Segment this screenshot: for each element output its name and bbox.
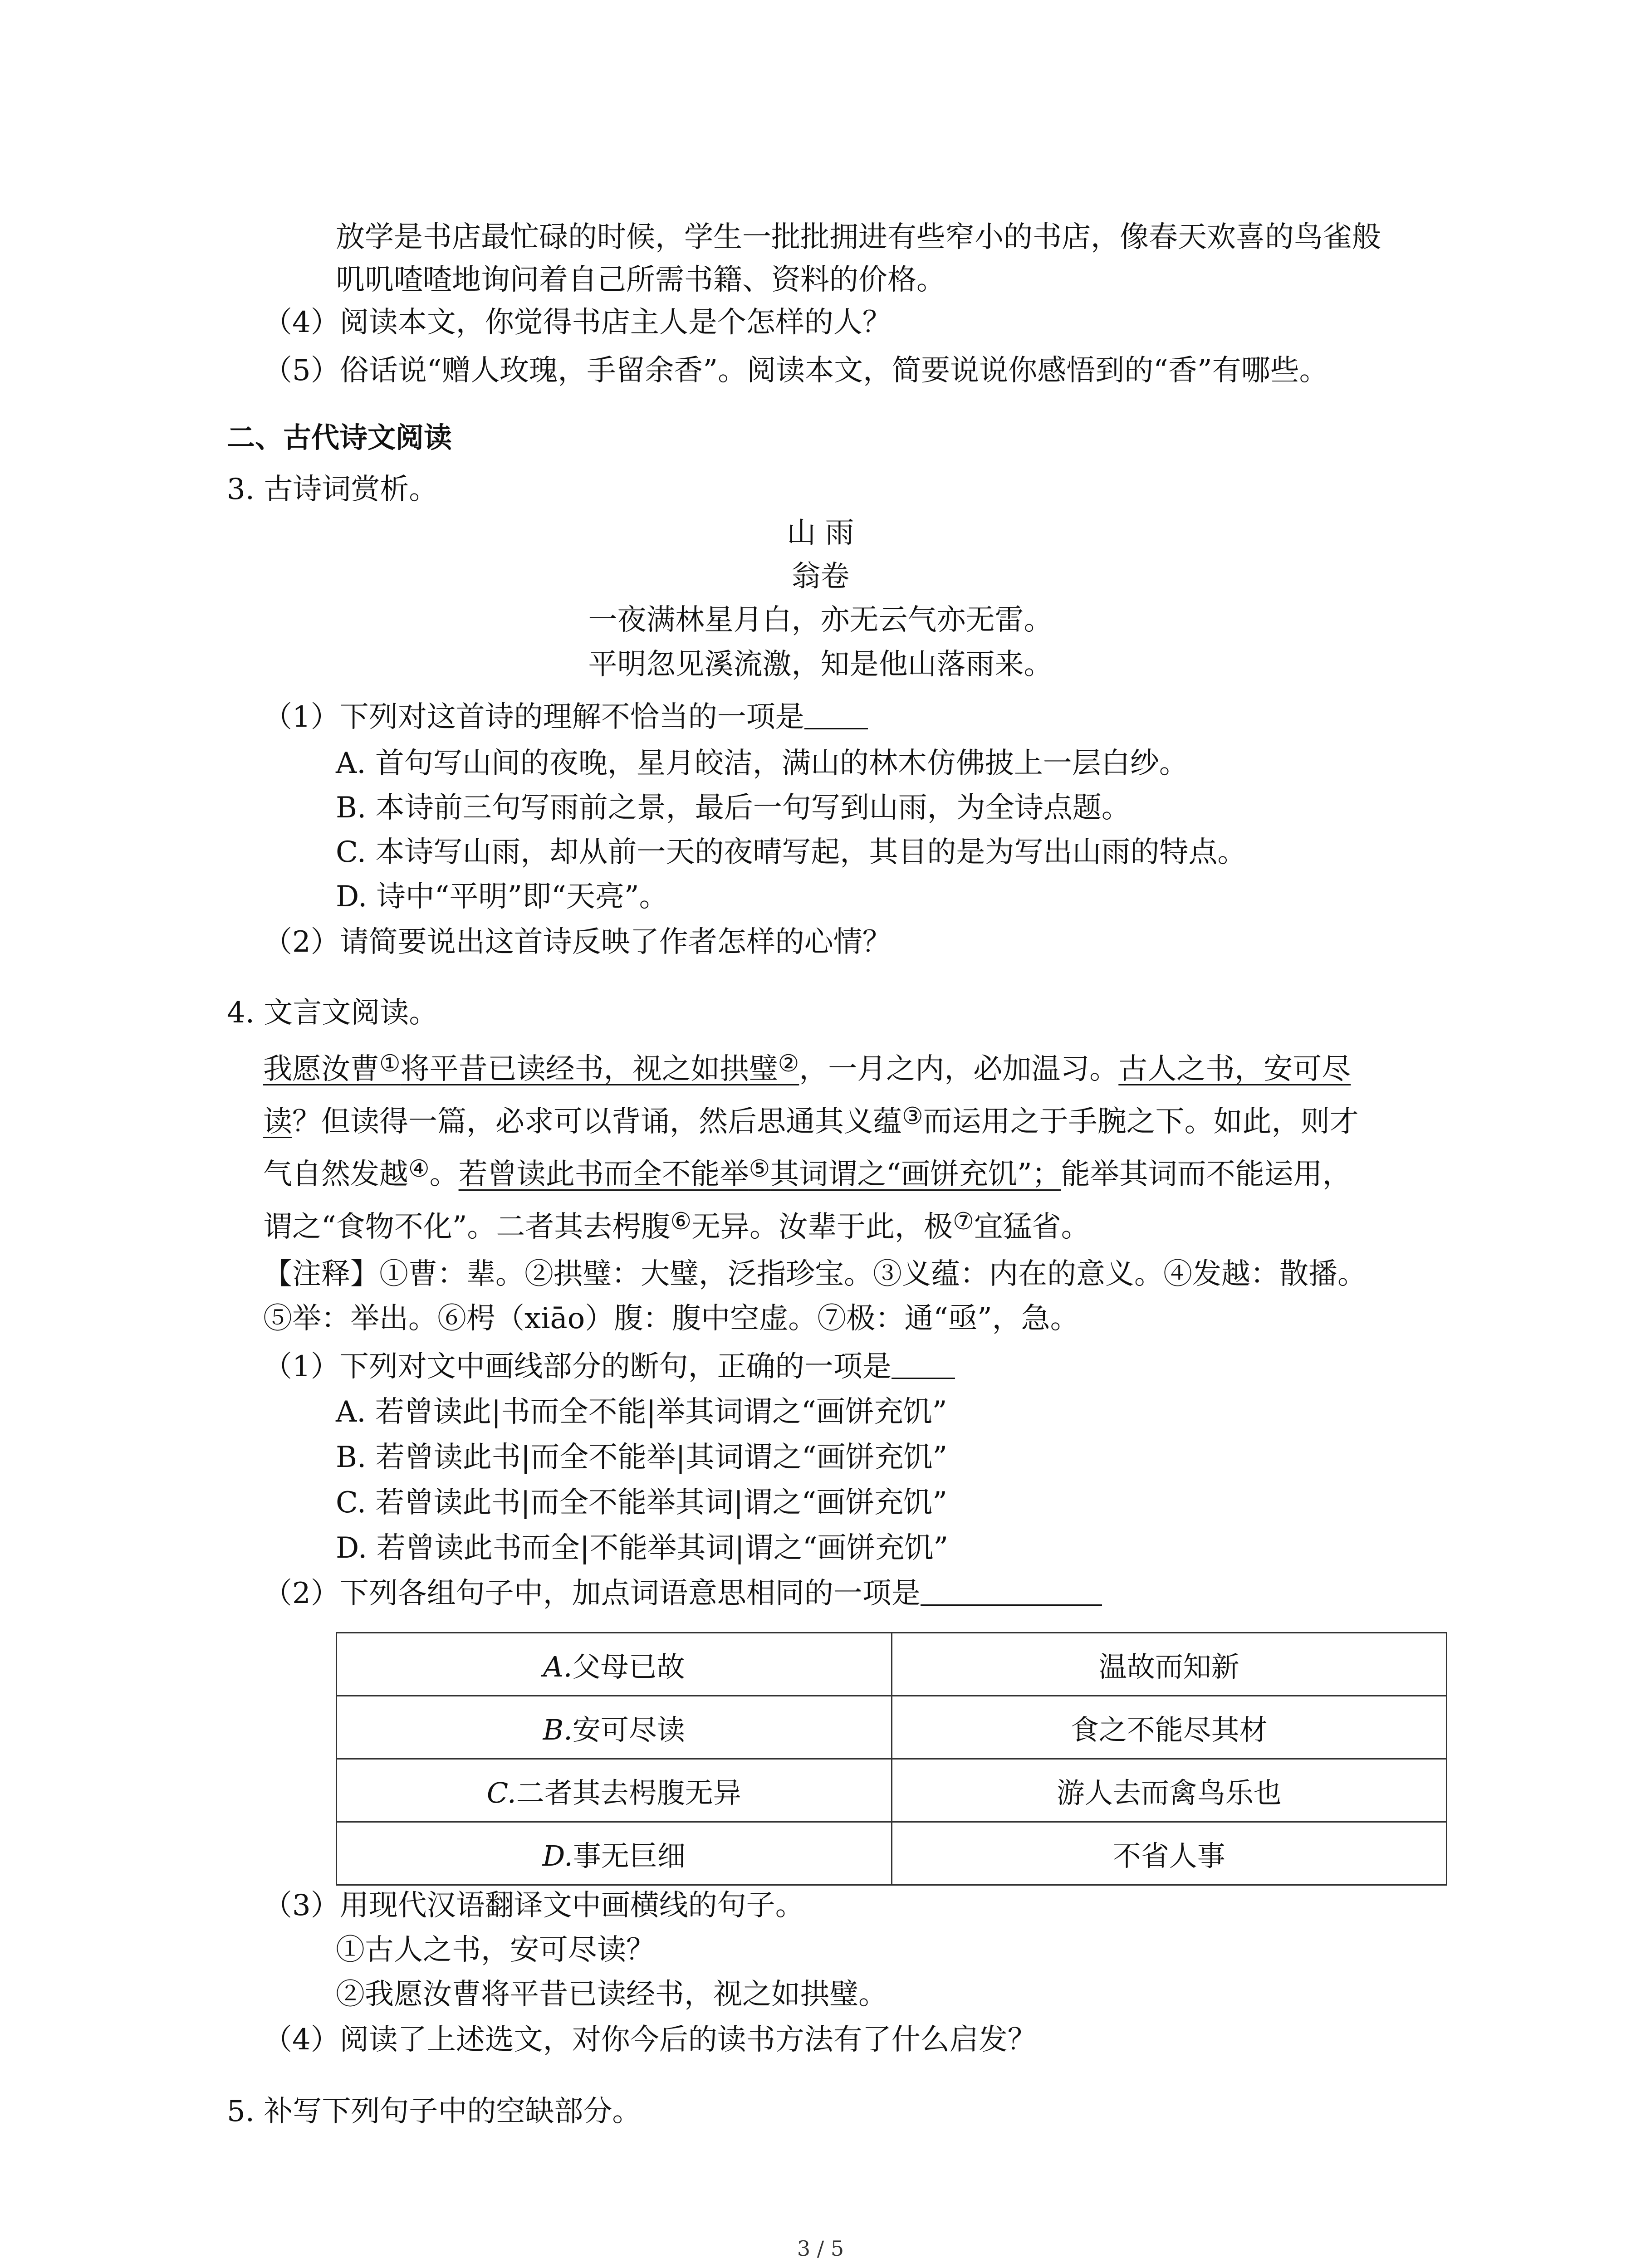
q3-option-d: D. 诗中“平明”即“天亮”。 xyxy=(336,880,668,914)
table-cell-left: C.二者其去枵腹无异 xyxy=(337,1759,892,1822)
question-4-1-text: （1）下列对文中画线部分的断句，正确的一项是 xyxy=(263,1350,892,1383)
poem-author: 翁卷 xyxy=(791,560,850,593)
q3-option-a: A. 首句写山间的夜晚，星月皎洁，满山的林木仿佛披上一层白纱。 xyxy=(336,747,1188,780)
annotation-line-2: ⑤举：举出。⑥枵（xiāo）腹：腹中空虚。⑦极：通“亟”，急。 xyxy=(263,1302,1079,1335)
q4-option-d: D. 若曾读此书而全|不能举其词|谓之“画饼充饥” xyxy=(336,1531,949,1565)
q4-option-b: B. 若曾读此书|而全不能举|其词谓之“画饼充饥” xyxy=(336,1441,948,1474)
classical-text-line-1 xyxy=(263,1043,1351,1090)
page-number: 3 / 5 xyxy=(797,2236,844,2261)
answer-blank[interactable] xyxy=(892,1350,955,1379)
table-row xyxy=(337,1759,1447,1822)
question-3-1 xyxy=(263,697,868,738)
table-row xyxy=(337,1633,1447,1696)
word-comparison-table xyxy=(336,1632,1447,1886)
table-cell-right: 不省人事 xyxy=(892,1822,1447,1885)
table-cell-left: A.父母已故 xyxy=(337,1633,892,1696)
underlined-breaking-sentence: 若曾读此书而全不能举⑤其词谓之“画饼充饥”； xyxy=(458,1155,1061,1191)
q3-option-b: B. 本诗前三句写雨前之景，最后一句写到山雨，为全诗点题。 xyxy=(336,791,1131,825)
q4-option-c: C. 若曾读此书|而全不能举其词|谓之“画饼充饥” xyxy=(336,1486,947,1520)
poem-line-2: 平明忽见溪流激，知是他山落雨来。 xyxy=(588,648,1053,681)
poem-title: 山 雨 xyxy=(787,516,854,550)
question-2-5: （5）俗话说“赠人玫瑰，手留余香”。阅读本文，简要说说你感悟到的“香”有哪些。 xyxy=(263,354,1328,387)
table-cell-right: 游人去而禽鸟乐也 xyxy=(892,1759,1447,1822)
question-5-title: 5. 补写下列句子中的空缺部分。 xyxy=(227,2095,642,2128)
q3-option-c: C. 本诗写山雨，却从前一天的夜晴写起，其目的是为写出山雨的特点。 xyxy=(336,836,1247,869)
table-row xyxy=(337,1696,1447,1759)
question-4-2-text: （2）下列各组句子中，加点词语意思相同的一项是 xyxy=(263,1577,921,1610)
translation-item-2: ②我愿汝曹将平昔已读经书，视之如拱璧。 xyxy=(336,1978,887,2011)
question-3-2: （2）请简要说出这首诗反映了作者怎样的心情？ xyxy=(263,925,892,959)
question-3-title: 3. 古诗词赏析。 xyxy=(227,473,438,506)
question-4-2 xyxy=(263,1573,1102,1614)
question-4-title: 4. 文言文阅读。 xyxy=(227,996,438,1030)
poem-line-1: 一夜满林星月白，亦无云气亦无雷。 xyxy=(588,603,1053,637)
classical-text-line-3: 气自然发越④。若曾读此书而全不能举⑤其词谓之“画饼充饥”；能举其词而不能运用， xyxy=(263,1155,1352,1191)
question-4-3: （3）用现代汉语翻译文中画横线的句子。 xyxy=(263,1889,804,1922)
table-row xyxy=(337,1822,1447,1885)
question-2-4: （4）阅读本文，你觉得书店主人是个怎样的人？ xyxy=(263,306,892,339)
table-cell-left: B.安可尽读 xyxy=(337,1696,892,1759)
question-3-1-text: （1）下列对这首诗的理解不恰当的一项是 xyxy=(263,700,804,734)
answer-blank[interactable] xyxy=(921,1577,1102,1606)
section-heading: 二、古代诗文阅读 xyxy=(227,421,452,454)
table-cell-right: 温故而知新 xyxy=(892,1633,1447,1696)
text-span: ，一月之内，必加温习。 xyxy=(799,1052,1119,1086)
passage-line-2: 叽叽喳喳地询问着自己所需书籍、资料的价格。 xyxy=(336,263,945,297)
underlined-sentence-2a: 我愿汝曹①将平昔已读经书，视之如拱璧② xyxy=(263,1050,799,1086)
table-cell-right: 食之不能尽其材 xyxy=(892,1696,1447,1759)
passage-line-1: 放学是书店最忙碌的时候，学生一批批拥进有些窄小的书店，像春天欢喜的鸟雀般 xyxy=(336,220,1381,254)
underlined-sentence-1b: 读 xyxy=(263,1105,292,1139)
q4-option-a: A. 若曾读此|书而全不能|举其词谓之“画饼充饥” xyxy=(336,1395,947,1429)
answer-blank[interactable] xyxy=(804,701,868,729)
classical-text-line-4: 谓之“食物不化”。二者其去枵腹⑥无异。汝辈于此，极⑦宜猛省。 xyxy=(263,1208,1090,1244)
annotation-line-1: 【注释】①曹：辈。②拱璧：大璧，泛指珍宝。③义蕴：内在的意义。④发越：散播。 xyxy=(263,1257,1367,1291)
underlined-sentence-1a: 古人之书，安可尽 xyxy=(1118,1052,1351,1086)
classical-text-line-2: 读？但读得一篇，必求可以背诵，然后思通其义蕴③而运用之于手腕之下。如此，则才 xyxy=(263,1103,1359,1139)
question-4-4: （4）阅读了上述选文，对你今后的读书方法有了什么启发？ xyxy=(263,2023,1037,2057)
table-cell-left: D.事无巨细 xyxy=(337,1822,892,1885)
question-4-1 xyxy=(263,1346,955,1387)
translation-item-1: ①古人之书，安可尽读？ xyxy=(336,1933,655,1967)
